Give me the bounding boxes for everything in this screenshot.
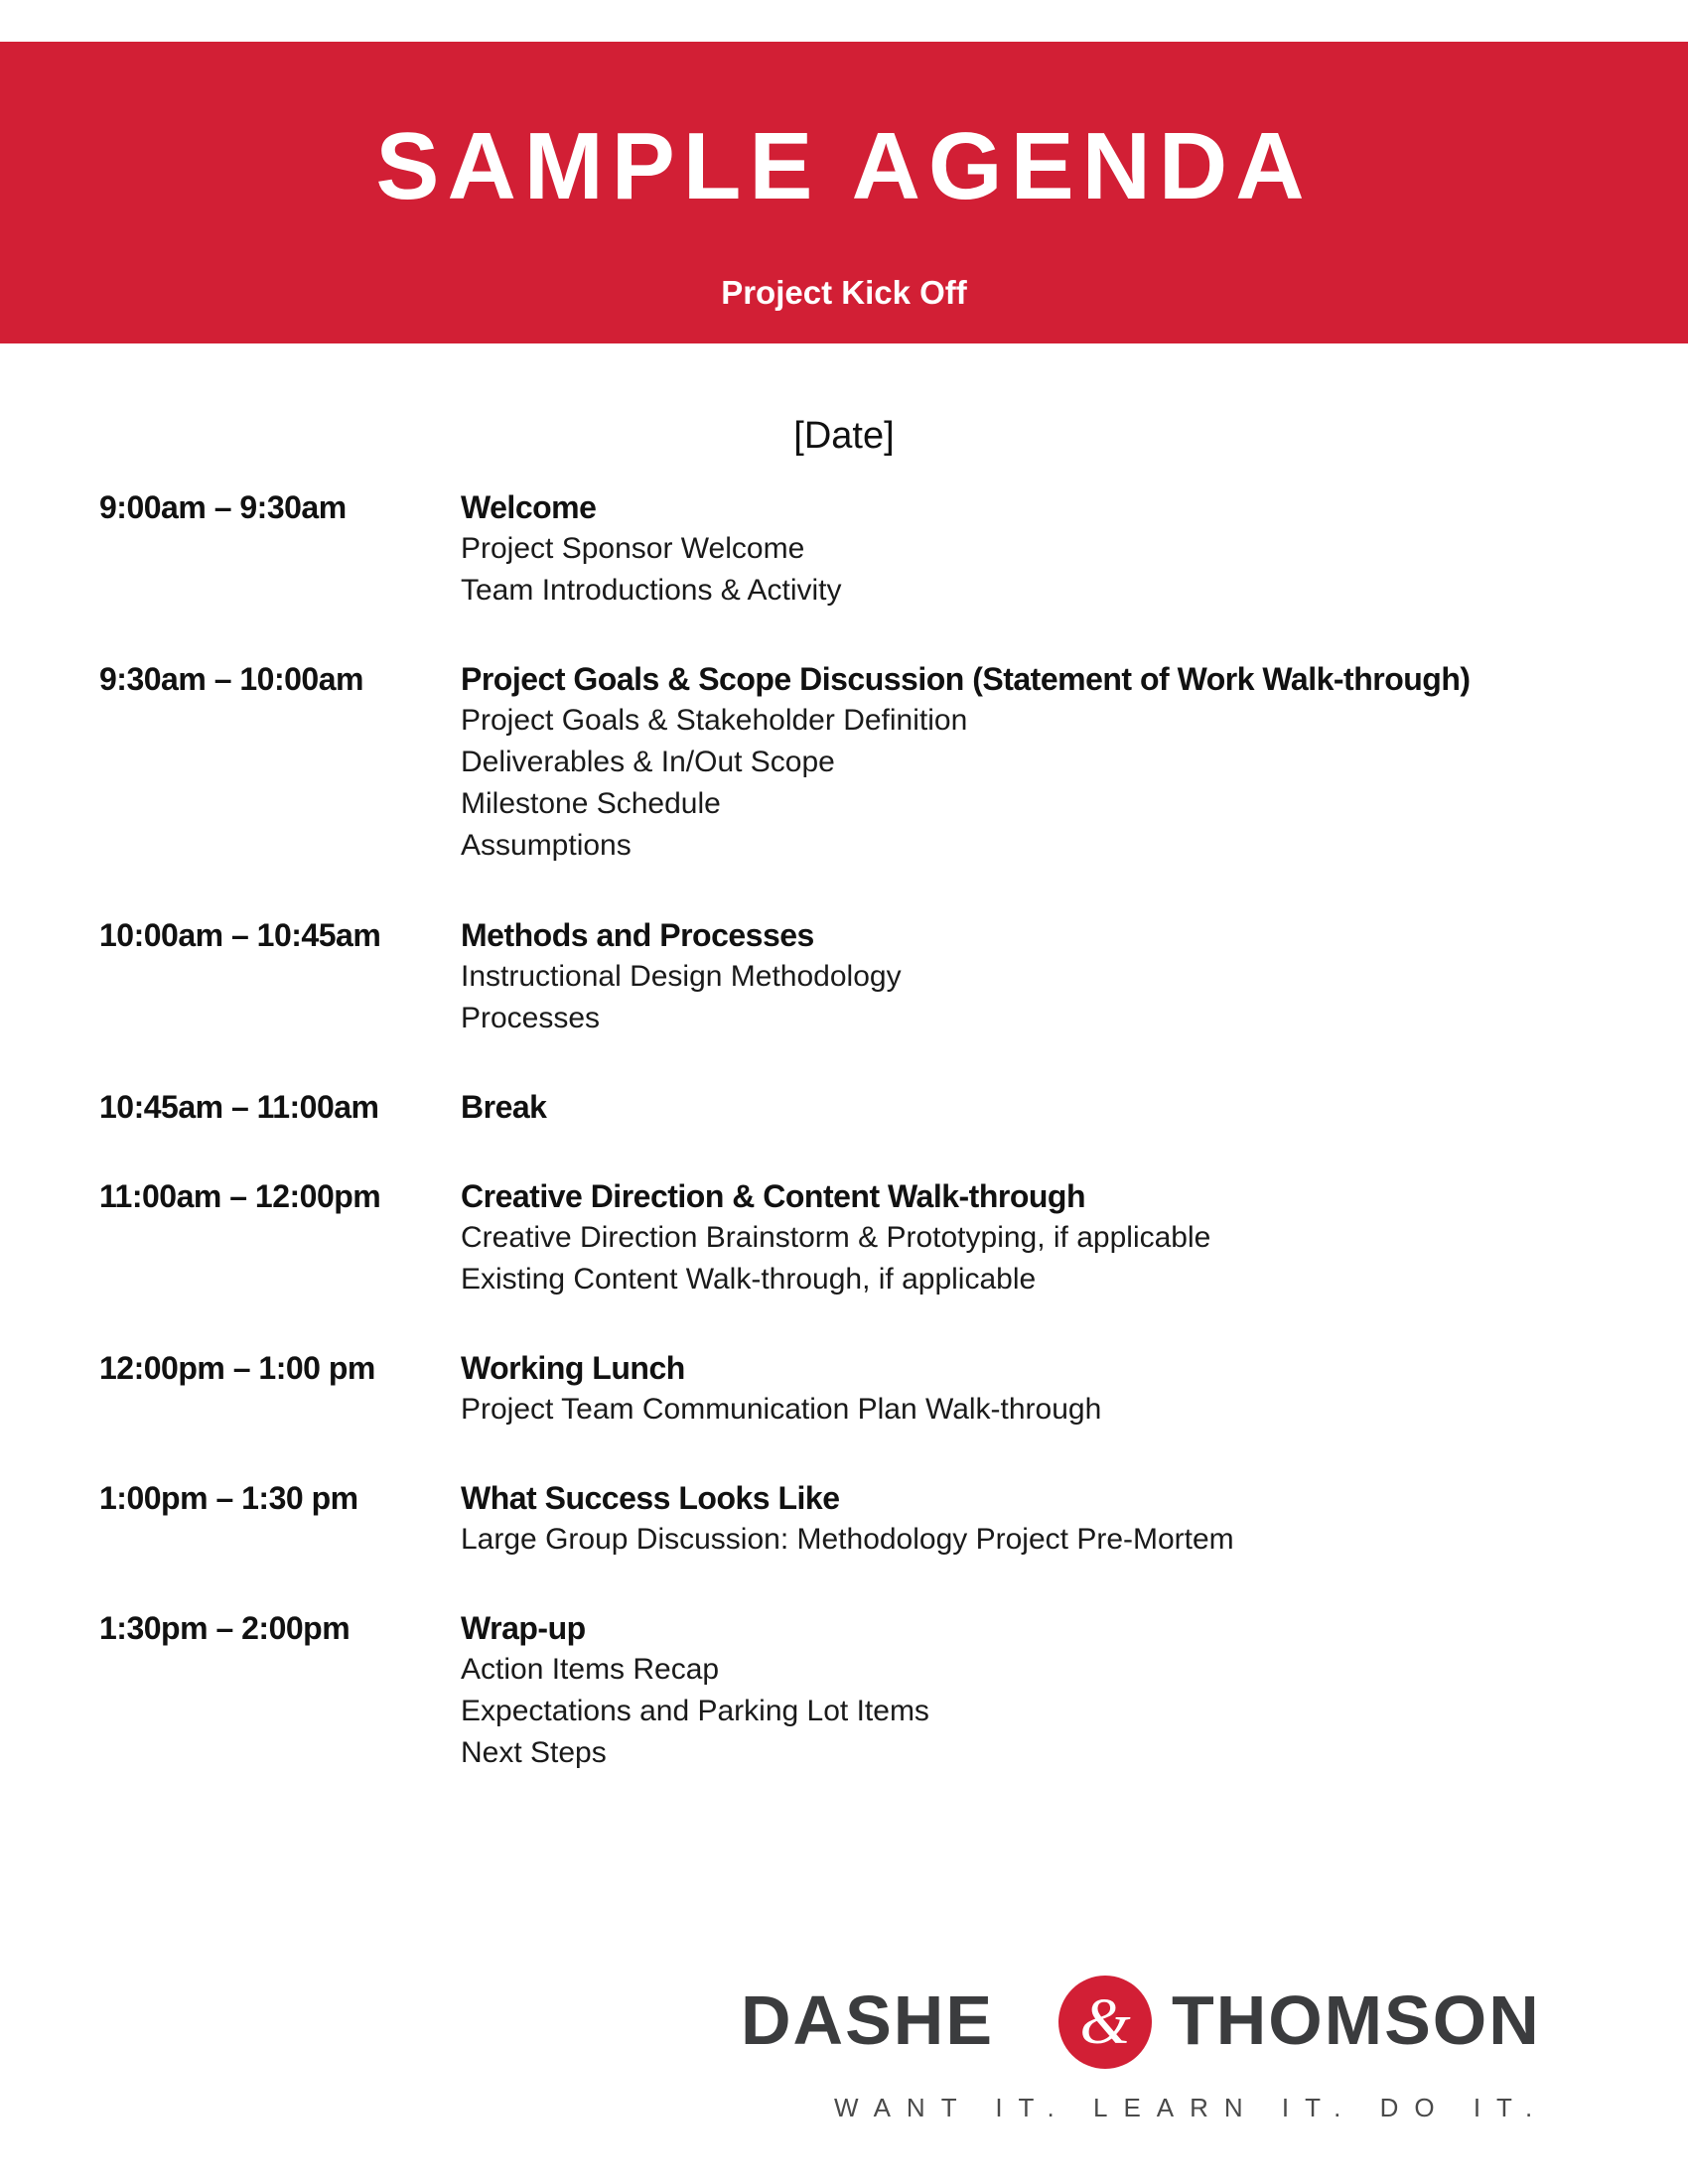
agenda-title: What Success Looks Like <box>461 1480 840 1516</box>
logo-tagline: WANT IT. LEARN IT. DO IT. <box>834 2093 1549 2122</box>
agenda-content <box>461 1607 1589 1774</box>
agenda-time: 10:00am – 10:45am <box>99 917 381 953</box>
agenda-title: Wrap-up <box>461 1610 586 1646</box>
agenda-row <box>99 1086 1589 1128</box>
agenda-list <box>99 486 1589 1774</box>
agenda-time: 12:00pm – 1:00 pm <box>99 1350 375 1386</box>
agenda-item: Creative Direction Brainstorm & Prototyping, if applicable <box>461 1221 1211 1254</box>
agenda-content <box>461 1347 1589 1431</box>
agenda-content <box>461 658 1589 867</box>
agenda-item: Deliverables & In/Out Scope <box>461 746 835 778</box>
agenda-time: 10:45am – 11:00am <box>99 1089 379 1125</box>
agenda-item: Processes <box>461 1002 601 1034</box>
agenda-content <box>461 1477 1589 1561</box>
agenda-title: Welcome <box>461 489 597 525</box>
agenda-title: Break <box>461 1089 547 1125</box>
agenda-item: Expectations and Parking Lot Items <box>461 1695 929 1727</box>
header-banner <box>0 42 1688 343</box>
agenda-row <box>99 1607 1589 1774</box>
agenda-item: Assumptions <box>461 829 632 862</box>
agenda-title: Project Goals & Scope Discussion (Statement of Work Walk-through) <box>461 661 1471 697</box>
agenda-item: Project Team Communication Plan Walk-through <box>461 1393 1102 1426</box>
agenda-time: 1:00pm – 1:30 pm <box>99 1480 358 1516</box>
company-logo <box>735 1976 1579 2134</box>
agenda-item: Project Sponsor Welcome <box>461 532 805 565</box>
agenda-time: 11:00am – 12:00pm <box>99 1178 381 1214</box>
date-label: [Date] <box>793 415 895 457</box>
agenda-time: 9:00am – 9:30am <box>99 489 347 525</box>
agenda-title: Methods and Processes <box>461 917 814 953</box>
agenda-content <box>461 914 1589 1039</box>
logo-word-left: DASHE <box>741 1981 995 2059</box>
agenda-row <box>99 1347 1589 1431</box>
agenda-time: 1:30pm – 2:00pm <box>99 1610 351 1646</box>
agenda-time: 9:30am – 10:00am <box>99 661 363 697</box>
agenda-item: Milestone Schedule <box>461 787 721 820</box>
agenda-row <box>99 1175 1589 1300</box>
logo-word-right: THOMSON <box>1172 1981 1541 2059</box>
agenda-item: Instructional Design Methodology <box>461 960 902 993</box>
agenda-row <box>99 1477 1589 1561</box>
agenda-item: Project Goals & Stakeholder Definition <box>461 704 968 737</box>
agenda-content <box>461 1086 1589 1128</box>
agenda-content <box>461 1175 1589 1300</box>
agenda-item: Next Steps <box>461 1736 607 1769</box>
agenda-row <box>99 486 1589 612</box>
agenda-item: Team Introductions & Activity <box>461 574 842 607</box>
agenda-item: Action Items Recap <box>461 1653 720 1686</box>
agenda-row <box>99 658 1589 867</box>
ampersand-icon: & <box>1058 1976 1152 2069</box>
agenda-item: Large Group Discussion: Methodology Project Pre-Mortem <box>461 1523 1234 1556</box>
agenda-title: Creative Direction & Content Walk-through <box>461 1178 1086 1214</box>
page-subtitle: Project Kick Off <box>721 274 967 311</box>
agenda-row <box>99 914 1589 1039</box>
agenda-item: Existing Content Walk-through, if applicable <box>461 1263 1037 1296</box>
page-title: SAMPLE AGENDA <box>375 113 1313 219</box>
agenda-title: Working Lunch <box>461 1350 685 1386</box>
agenda-content <box>461 486 1589 612</box>
